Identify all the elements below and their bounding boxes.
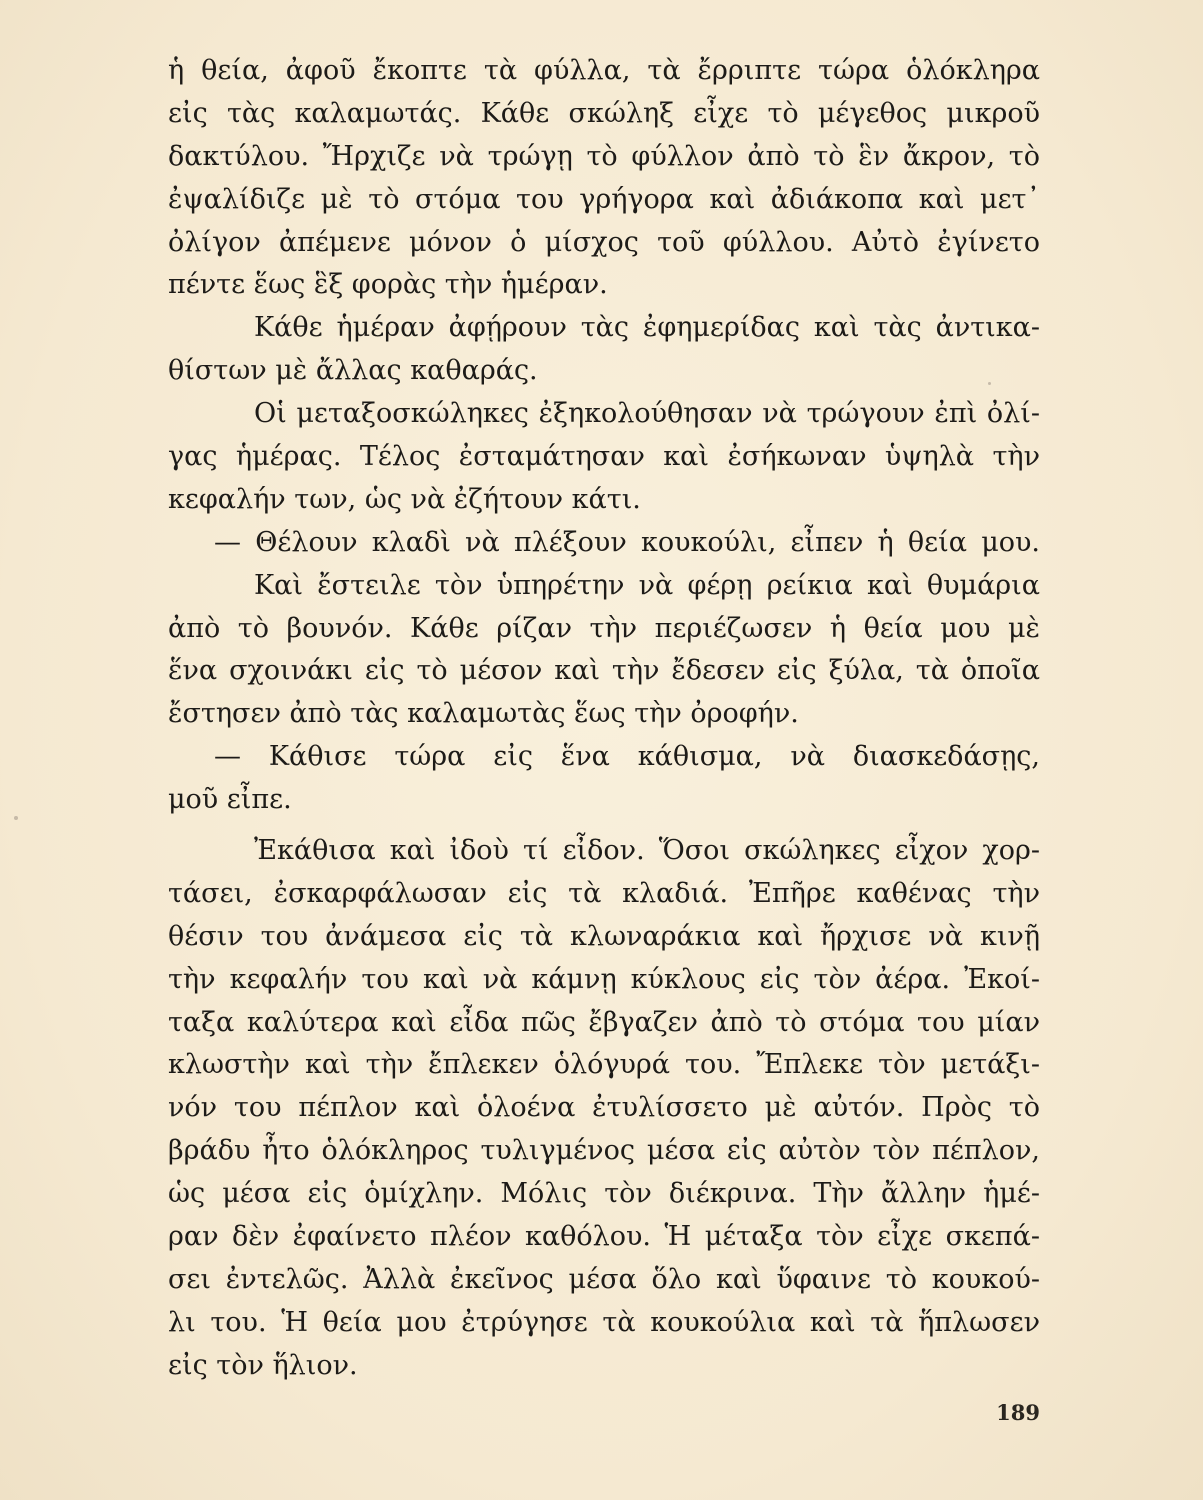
text-line: λι του. Ἡ θεία μου ἐτρύγησε τὰ κουκούλια καὶ τὰ ἥπλωσεν <box>168 1306 1040 1338</box>
text-line: ὀλίγον ἀπέμενε μόνον ὁ μίσχος τοῦ φύλλου. Αὐτὸ ἐγίνετο <box>168 226 1040 258</box>
body-text <box>168 50 1040 1388</box>
text-line: ἡ θεία, ἀφοῦ ἔκοπτε τὰ φύλλα, τὰ ἔρριπτε τώρα ὁλόκληρα <box>168 55 1040 86</box>
text-line: Κάθε ἡμέραν ἀφῄρουν τὰς ἐφημερίδας καὶ τὰς ἀντικα- <box>254 312 1040 344</box>
text-line: τάσει, ἐσκαρφάλωσαν εἰς τὰ κλαδιά. Ἐπῆρε καθένας τὴν <box>168 877 1040 909</box>
text-line: Καὶ ἔστειλε τὸν ὑπηρέτην νὰ φέρῃ ρείκια καὶ θυμάρια <box>254 569 1040 601</box>
page-number: 189 <box>996 1400 1040 1425</box>
text-line: πέντε ἕως ἓξ φορὰς τὴν ἡμέραν. <box>168 269 608 301</box>
text-line: θίστων μὲ ἄλλας καθαράς. <box>168 355 538 387</box>
text-line: ἀπὸ τὸ βουνόν. Κάθε ρίζαν τὴν περιέζωσεν ἡ θεία μου μὲ <box>168 612 1040 644</box>
text-line: θέσιν του ἀνάμεσα εἰς τὰ κλωναράκια καὶ ἤρχισε νὰ κινῇ <box>168 920 1040 952</box>
text-line: σει ἐντελῶς. Ἀλλὰ ἐκεῖνος μέσα ὅλο καὶ ὕφαινε τὸ κουκού- <box>168 1263 1040 1295</box>
text-line: ταξα καλύτερα καὶ εἶδα πῶς ἔβγαζεν ἀπὸ τὸ στόμα του μίαν <box>168 1006 1040 1038</box>
text-line: ραν δὲν ἐφαίνετο πλέον καθόλου. Ἡ μέταξα τὸν εἶχε σκεπά- <box>168 1221 1040 1253</box>
text-line: — Θέλουν κλαδὶ νὰ πλέξουν κουκούλι, εἶπεν ἡ θεία μου. <box>214 526 1040 558</box>
text-line: εἰς τὰς καλαμωτάς. Κάθε σκώληξ εἶχε τὸ μέγεθος μικροῦ <box>168 97 1040 129</box>
text-line: κλωστὴν καὶ τὴν ἔπλεκεν ὁλόγυρά του. Ἔπλεκε τὸν μετάξι- <box>168 1049 1040 1081</box>
paper-speck <box>14 816 18 820</box>
text-line: ἐψαλίδιζε μὲ τὸ στόμα του γρήγορα καὶ ἀδιάκοπα καὶ μετ᾽ <box>168 183 1040 215</box>
text-line: κεφαλήν των, ὡς νὰ ἐζήτουν κάτι. <box>168 483 641 515</box>
text-line: τὴν κεφαλήν του καὶ νὰ κάμνῃ κύκλους εἰς τὸν ἀέρα. Ἐκοί- <box>168 963 1040 995</box>
text-line: νόν του πέπλον καὶ ὁλοένα ἐτυλίσσετο μὲ αὐτόν. Πρὸς τὸ <box>168 1092 1040 1124</box>
text-line: — Κάθισε τώρα εἰς ἕνα κάθισμα, νὰ διασκεδάσῃς, <box>214 741 1040 773</box>
text-line: δακτύλου. Ἤρχιζε νὰ τρώγῃ τὸ φύλλον ἀπὸ τὸ ἓν ἄκρον, τὸ <box>168 140 1040 172</box>
text-line: βράδυ ἦτο ὁλόκληρος τυλιγμένος μέσα εἰς αὐτὸν τὸν πέπλον, <box>168 1135 1040 1167</box>
text-line: Οἱ μεταξοσκώληκες ἐξηκολούθησαν νὰ τρώγουν ἐπὶ ὀλί- <box>254 398 1040 430</box>
text-line: ἕνα σχοινάκι εἰς τὸ μέσον καὶ τὴν ἔδεσεν εἰς ξύλα, τὰ ὁποῖα <box>168 655 1040 687</box>
text-line: Ἐκάθισα καὶ ἰδοὺ τί εἶδον. Ὅσοι σκώληκες εἶχον χορ- <box>254 835 1040 867</box>
text-line: εἰς τὸν ἥλιον. <box>168 1349 358 1381</box>
paper-speck <box>988 382 991 385</box>
text-line: ἔστησεν ἀπὸ τὰς καλαμωτὰς ἕως τὴν ὀροφήν. <box>168 698 799 730</box>
text-line: ὡς μέσα εἰς ὁμίχλην. Μόλις τὸν διέκρινα. Τὴν ἄλλην ἡμέ- <box>168 1178 1040 1210</box>
text-line: μοῦ εἶπε. <box>168 784 292 816</box>
text-line: γας ἡμέρας. Τέλος ἐσταμάτησαν καὶ ἐσήκωναν ὑψηλὰ τὴν <box>168 441 1040 473</box>
